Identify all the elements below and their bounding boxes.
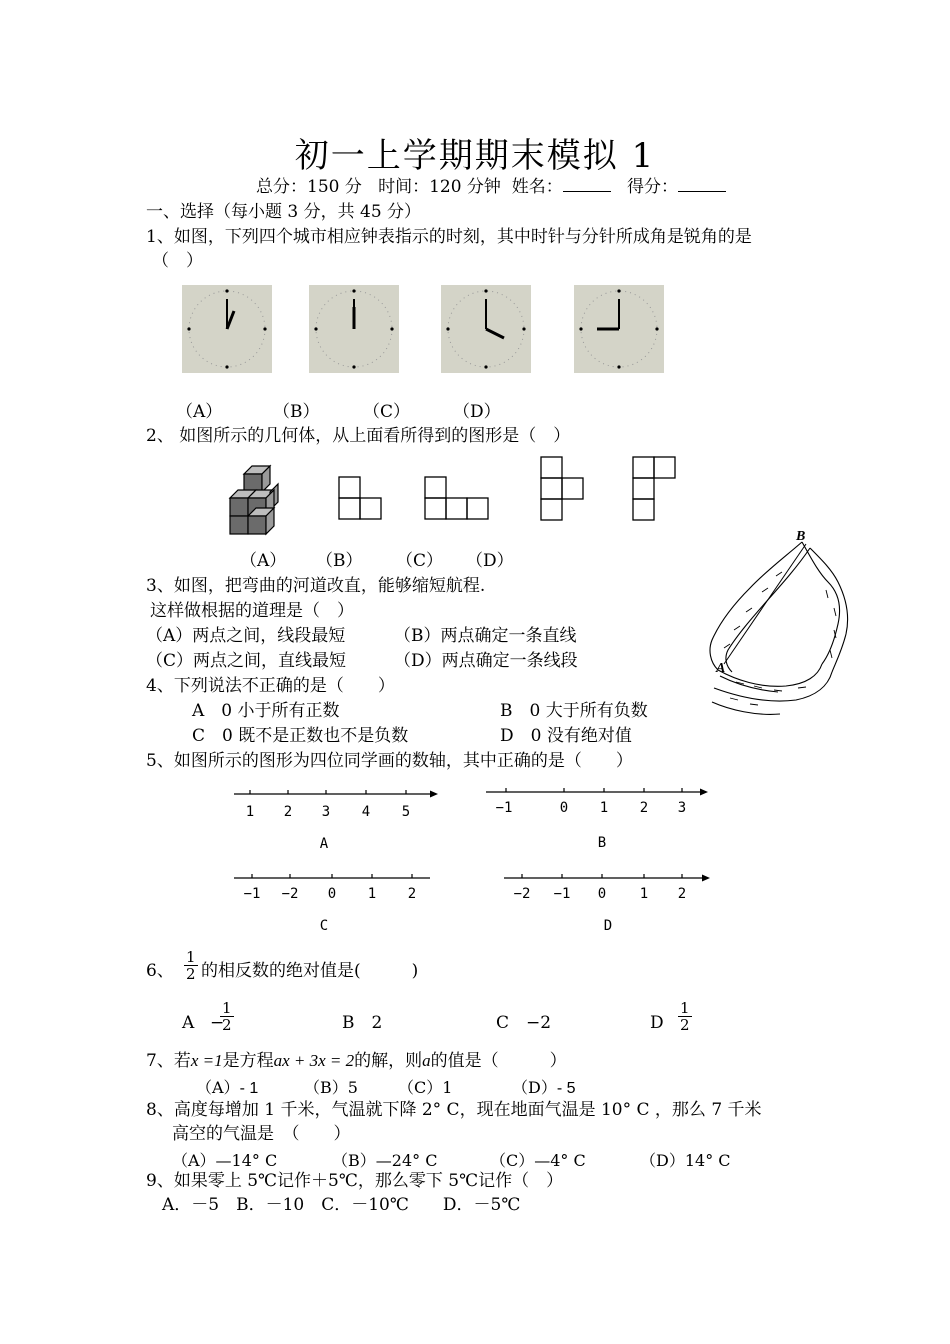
- geometric-solid: [222, 464, 292, 536]
- axis-a-tick-3: 3: [321, 804, 331, 820]
- clock-d-face: [574, 285, 664, 373]
- clock-d: [574, 285, 664, 373]
- clock-a: [182, 285, 272, 373]
- q7-end: 的值是（ ）: [430, 1051, 567, 1071]
- axis-c-tick-2: −2: [281, 886, 299, 902]
- clock-a-face: [182, 285, 272, 373]
- axis-c-label: C: [319, 918, 329, 934]
- q1-label-c: （C）: [363, 402, 411, 422]
- axis-d-label: D: [603, 918, 613, 934]
- q6-option-a-letter: A: [182, 1013, 195, 1033]
- total-score-label: 总分：150 分: [256, 177, 362, 197]
- river-point-b: B: [796, 529, 806, 544]
- q4-option-c: C 0 既不是正数也不是负数: [192, 726, 409, 746]
- clock-b: [309, 285, 399, 373]
- axis-c-tick-5: 2: [407, 886, 417, 902]
- q7-option-a-label: （A）: [196, 1078, 240, 1097]
- q7-option-d-value: - 5: [556, 1080, 576, 1097]
- axis-a-tick-4: 4: [361, 804, 371, 820]
- q9-stem: 9、如果零上 5℃记作＋5℃，那么零下 5℃记作（ ）: [146, 1171, 564, 1191]
- q4-stem: 4、下列说法不正确的是（ ）: [146, 676, 395, 696]
- river-figure: [706, 526, 866, 720]
- q6-frac-den: 2: [186, 965, 196, 983]
- q6-option-a-den: 2: [222, 1016, 232, 1034]
- section-heading: 一、选择（每小题 3 分，共 45 分）: [146, 202, 422, 222]
- axis-d-tick-3: 0: [597, 886, 607, 902]
- clock-c: [441, 285, 531, 373]
- top-view-option-c: [540, 456, 586, 522]
- number-line-b: [484, 786, 716, 858]
- q8-line1: 8、高度每增加 1 千米，气温就下降 2° C，现在地面气温是 10° C ，那么 7 千米: [146, 1100, 762, 1120]
- q4-option-d: D 0 没有绝对值: [500, 726, 632, 746]
- axis-b-tick-3: 1: [599, 800, 609, 816]
- page-title: 初一上学期期末模拟 1: [294, 136, 656, 176]
- q6-option-d-num: 1: [680, 999, 690, 1017]
- q8-option-c: （C）—4° C: [490, 1151, 586, 1170]
- river-point-a: A: [716, 661, 726, 676]
- q2-label-b: （B）: [316, 551, 363, 571]
- q4-option-b: B 0 大于所有负数: [500, 701, 648, 721]
- axis-a-tick-2: 2: [283, 804, 293, 820]
- top-view-option-a: [338, 476, 384, 520]
- q2-label-c: （C）: [396, 551, 444, 571]
- q2-label-d: （D）: [466, 551, 514, 571]
- q6-stem: 的相反数的绝对值是( ): [201, 961, 419, 981]
- q3-option-a: （A）两点之间，线段最短: [146, 626, 346, 646]
- q7-option-a-value: - 1: [239, 1080, 259, 1097]
- q7-option-d-label: （D）: [512, 1078, 557, 1097]
- axis-b-tick-5: 3: [677, 800, 687, 816]
- q6-option-d-fraction: [678, 1000, 692, 1033]
- q7-var: a: [422, 1051, 431, 1070]
- q6-option-a-sign: −: [210, 1013, 225, 1033]
- name-label: 姓名：: [511, 177, 563, 197]
- axis-a-tick-1: 1: [245, 804, 255, 820]
- q5-stem: 5、如图所示的图形为四位同学画的数轴，其中正确的是（ ）: [146, 751, 633, 771]
- q9-options: A．－5 B．－10 C．－10℃ D．－5℃: [162, 1195, 521, 1215]
- q7-option-a: [196, 1075, 258, 1098]
- exam-header: [256, 176, 726, 198]
- axis-d-tick-5: 2: [677, 886, 687, 902]
- q3-option-d: （D）两点确定一条线段: [394, 651, 578, 671]
- axis-b-tick-1: −1: [495, 800, 513, 816]
- q6-frac-num: 1: [186, 948, 196, 966]
- axis-d-tick-1: −2: [513, 886, 531, 902]
- axis-c-tick-1: −1: [243, 886, 261, 902]
- q3-option-b: （B）两点确定一条直线: [394, 626, 577, 646]
- q6-option-a-fraction: [220, 1000, 234, 1033]
- axis-c-tick-4: 1: [367, 886, 377, 902]
- q8-option-b: （B）—24° C: [332, 1151, 438, 1170]
- q2-stem: 2、 如图所示的几何体，从上面看所得到的图形是（ ）: [146, 426, 571, 446]
- q7-post: 的解，则: [354, 1051, 423, 1071]
- q7-eq2: ax + 3x = 2: [273, 1051, 355, 1070]
- q2-label-a: （A）: [240, 551, 287, 571]
- name-blank[interactable]: [563, 177, 611, 192]
- axis-a-tick-5: 5: [401, 804, 411, 820]
- q7-eq1: x =1: [190, 1051, 223, 1070]
- top-view-option-d: [632, 456, 678, 522]
- q6-option-a-num: 1: [222, 999, 232, 1017]
- number-line-c: [232, 872, 444, 942]
- score-label: 得分：: [626, 177, 678, 197]
- axis-d-tick-2: −1: [553, 886, 571, 902]
- clock-b-face: [309, 285, 399, 373]
- q3-line1: 3、如图，把弯曲的河道改直，能够缩短航程.: [146, 576, 486, 596]
- q1-label-a: （A）: [176, 402, 223, 422]
- number-line-a: [232, 788, 444, 858]
- q7-stem: [146, 1050, 567, 1072]
- q6-option-b: B 2: [342, 1013, 383, 1033]
- q3-option-c: （C）两点之间，直线最短: [146, 651, 347, 671]
- q6-option-d-den: 2: [680, 1016, 690, 1034]
- axis-b-label: B: [597, 835, 607, 851]
- q7-mid: 是方程: [222, 1051, 274, 1071]
- clock-c-face: [441, 285, 531, 373]
- q1-label-b: （B）: [273, 402, 320, 422]
- top-view-option-b: [424, 476, 490, 520]
- q7-option-b: （B）5: [304, 1078, 358, 1097]
- axis-b-tick-4: 2: [639, 800, 649, 816]
- q7-option-c: （C）1: [398, 1078, 453, 1097]
- time-label: 时间：120 分钟: [378, 177, 501, 197]
- q7-option-d: [512, 1075, 576, 1098]
- q8-option-a: （A）—14° C: [172, 1151, 278, 1170]
- axis-b-tick-2: 0: [559, 800, 569, 816]
- q6-option-d-letter: D: [650, 1013, 664, 1033]
- axis-c-tick-3: 0: [327, 886, 337, 902]
- q3-line2: 这样做根据的道理是（ ）: [150, 601, 354, 621]
- q6-option-c: C −2: [496, 1013, 552, 1033]
- q6-fraction: [184, 949, 198, 982]
- axis-d-tick-4: 1: [639, 886, 649, 902]
- q8-line2: 高空的气温是 （ ）: [172, 1124, 351, 1144]
- q8-option-d: （D）14° C: [640, 1151, 731, 1170]
- q6-number: 6、: [146, 961, 174, 981]
- q4-option-a: A 0 小于所有正数: [192, 701, 340, 721]
- q1-answer-paren: （ ）: [152, 251, 203, 271]
- q1-stem: 1、如图，下列四个城市相应钟表指示的时刻，其中时针与分针所成角是锐角的是: [146, 227, 752, 247]
- number-line-d: [502, 872, 718, 942]
- axis-a-label: A: [319, 836, 329, 852]
- q1-label-d: （D）: [453, 402, 501, 422]
- score-blank[interactable]: [678, 177, 726, 192]
- q7-pre: 7、若: [146, 1051, 191, 1071]
